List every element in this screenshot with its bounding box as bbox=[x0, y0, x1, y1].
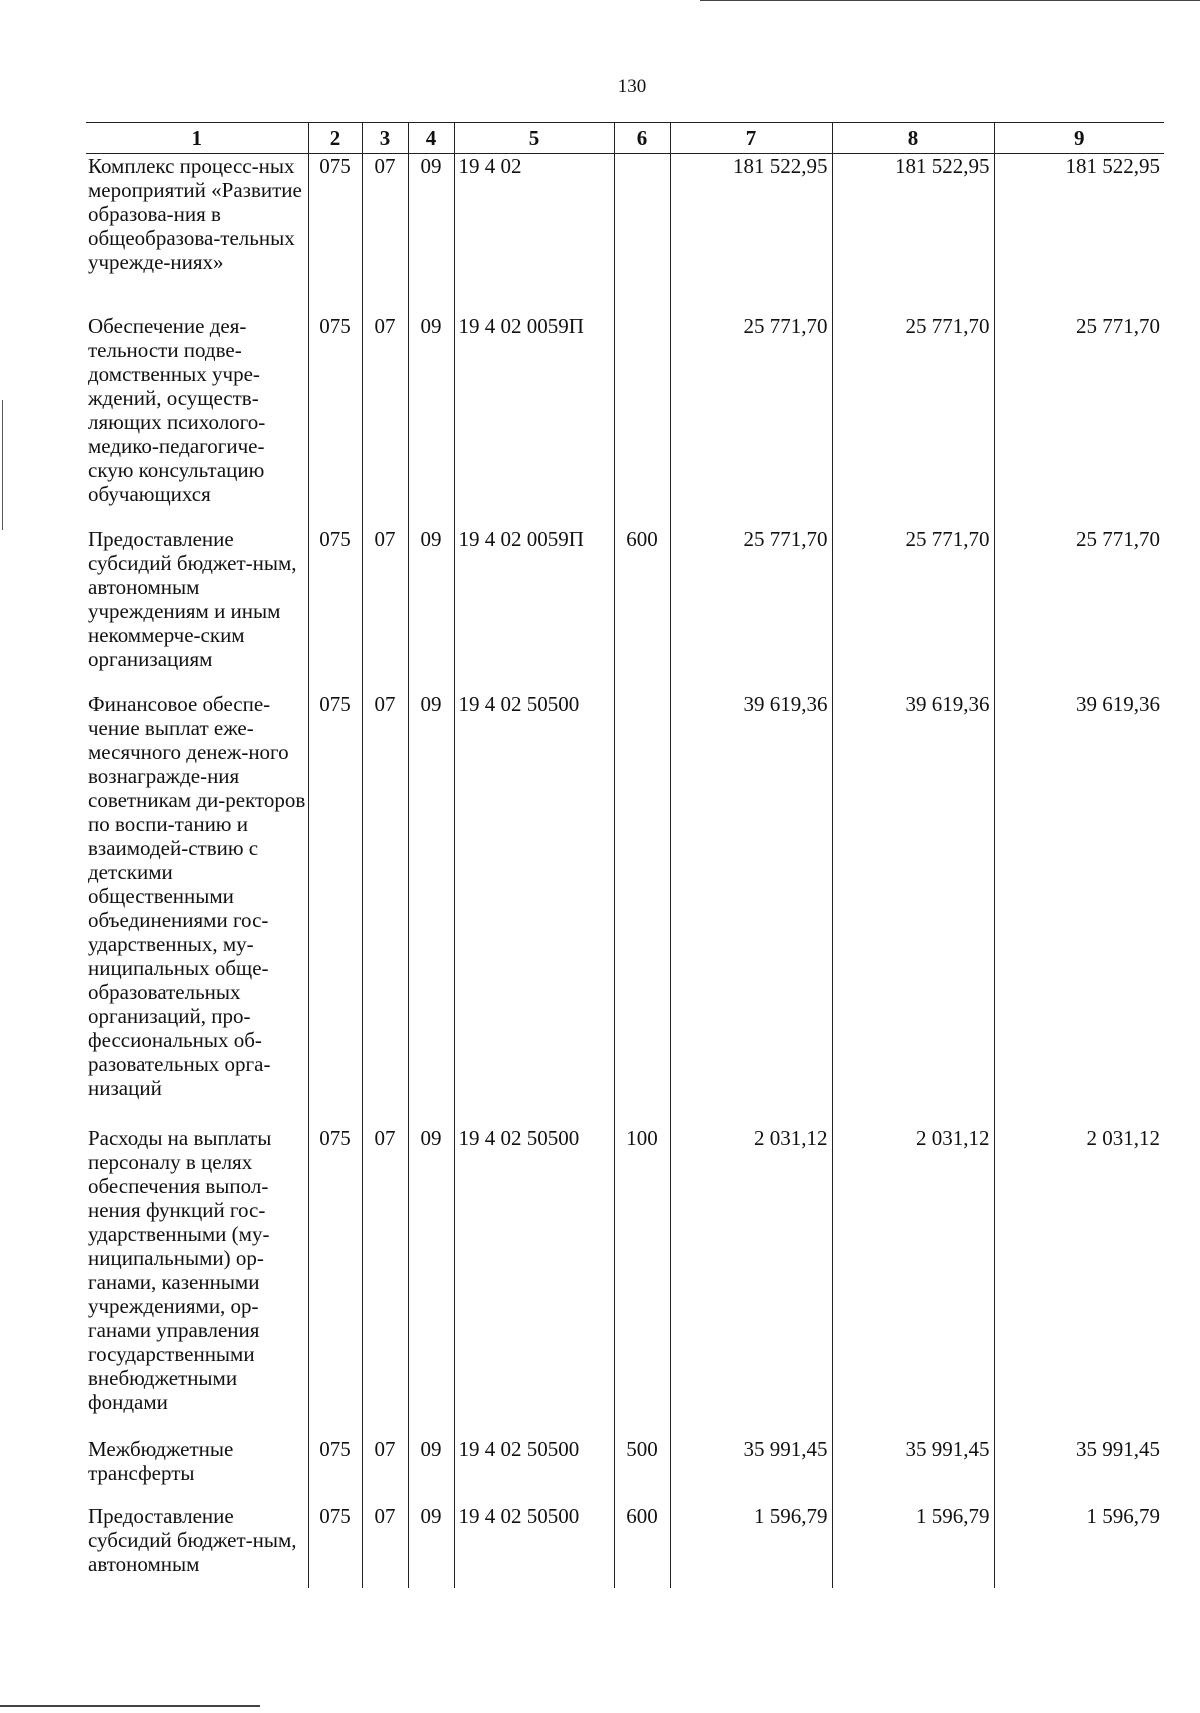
amount-col-7: 39 619,36 bbox=[670, 692, 832, 1126]
amount-col-7: 181 522,95 bbox=[670, 154, 832, 314]
subsection-code: 09 bbox=[408, 314, 454, 527]
amount-col-9: 25 771,70 bbox=[994, 527, 1164, 692]
amount-col-8: 39 619,36 bbox=[832, 692, 994, 1126]
amount-col-8: 35 991,45 bbox=[832, 1437, 994, 1504]
row-name: Предоставление субсидий бюджет-ным, автономным учреждениям и иным некоммерче-ским организациям bbox=[88, 526, 297, 671]
column-header-9: 9 bbox=[994, 123, 1164, 154]
amount-col-7: 25 771,70 bbox=[670, 314, 832, 527]
ministry-code: 075 bbox=[308, 692, 362, 1126]
subsection-code: 09 bbox=[408, 1126, 454, 1437]
column-header-3: 3 bbox=[362, 123, 408, 154]
expense-type-code: 600 bbox=[614, 1504, 670, 1588]
amount-col-9: 35 991,45 bbox=[994, 1437, 1164, 1504]
table-row bbox=[86, 527, 1164, 692]
column-header-1: 1 bbox=[86, 123, 308, 154]
expense-type-code: 100 bbox=[614, 1126, 670, 1437]
amount-col-7: 25 771,70 bbox=[670, 527, 832, 692]
table-row bbox=[86, 154, 1164, 314]
amount-col-7: 1 596,79 bbox=[670, 1504, 832, 1588]
ministry-code: 075 bbox=[308, 1504, 362, 1588]
section-code: 07 bbox=[362, 1504, 408, 1588]
expense-type-code bbox=[614, 314, 670, 527]
target-code: 19 4 02 50500 bbox=[454, 1504, 614, 1588]
amount-col-9: 39 619,36 bbox=[994, 692, 1164, 1126]
column-header-2: 2 bbox=[308, 123, 362, 154]
subsection-code: 09 bbox=[408, 1504, 454, 1588]
scan-artifact-bottom-line bbox=[0, 1705, 260, 1707]
column-header-5: 5 bbox=[454, 123, 614, 154]
column-header-7: 7 bbox=[670, 123, 832, 154]
table-row bbox=[86, 314, 1164, 527]
expense-type-code: 500 bbox=[614, 1437, 670, 1504]
column-header-8: 8 bbox=[832, 123, 994, 154]
column-header-4: 4 bbox=[408, 123, 454, 154]
ministry-code: 075 bbox=[308, 154, 362, 314]
amount-col-8: 25 771,70 bbox=[832, 527, 994, 692]
target-code: 19 4 02 50500 bbox=[454, 692, 614, 1126]
subsection-code: 09 bbox=[408, 154, 454, 314]
amount-col-9: 25 771,70 bbox=[994, 314, 1164, 527]
amount-col-7: 2 031,12 bbox=[670, 1126, 832, 1437]
row-name: Расходы на выплаты персоналу в целях обеспечения выпол-нения функций гос-ударственными (му-ниципальными) ор-ганами, казенными учреждениями, ор-ганами управления государственными внебюджетными фондами bbox=[88, 1125, 272, 1414]
target-code: 19 4 02 0059П bbox=[454, 527, 614, 692]
section-code: 07 bbox=[362, 527, 408, 692]
ministry-code: 075 bbox=[308, 1437, 362, 1504]
target-code: 19 4 02 bbox=[454, 154, 614, 314]
subsection-code: 09 bbox=[408, 527, 454, 692]
section-code: 07 bbox=[362, 314, 408, 527]
ministry-code: 075 bbox=[308, 527, 362, 692]
target-code: 19 4 02 0059П bbox=[454, 314, 614, 527]
subsection-code: 09 bbox=[408, 1437, 454, 1504]
amount-col-9: 181 522,95 bbox=[994, 154, 1164, 314]
section-code: 07 bbox=[362, 1126, 408, 1437]
section-code: 07 bbox=[362, 1437, 408, 1504]
expense-type-code: 600 bbox=[614, 527, 670, 692]
ministry-code: 075 bbox=[308, 314, 362, 527]
amount-col-8: 2 031,12 bbox=[832, 1126, 994, 1437]
expense-type-code bbox=[614, 154, 670, 314]
scan-artifact-left-line bbox=[2, 400, 3, 530]
amount-col-8: 25 771,70 bbox=[832, 314, 994, 527]
page-number: 130 bbox=[617, 76, 647, 97]
row-name: Обеспечение дея-тельности подве-домственных учре-ждений, осуществ-ляющих психолого-медико-педагогиче-скую консультацию обучающихся bbox=[88, 313, 266, 506]
table-row bbox=[86, 1126, 1164, 1437]
table-row bbox=[86, 1437, 1164, 1504]
row-name: Комплекс процесс-ных мероприятий «Развитие образова-ния в общеобразова-тельных учрежде-ниях» bbox=[88, 154, 302, 274]
table-row bbox=[86, 1504, 1164, 1588]
target-code: 19 4 02 50500 bbox=[454, 1126, 614, 1437]
amount-col-9: 1 596,79 bbox=[994, 1504, 1164, 1588]
row-name: Предоставление субсидий бюджет-ным, автономным bbox=[88, 1503, 297, 1576]
row-name: Межбюджетные трансферты bbox=[88, 1436, 234, 1485]
section-code: 07 bbox=[362, 692, 408, 1126]
table-header-row bbox=[86, 123, 1164, 154]
amount-col-7: 35 991,45 bbox=[670, 1437, 832, 1504]
budget-table bbox=[86, 122, 1164, 1588]
table-row bbox=[86, 692, 1164, 1126]
row-name: Финансовое обеспе-чение выплат еже-месячного денеж-ного вознагражде-ния советникам ди-ректоров по воспи-танию и взаимодей-ствию с детскими общественными объединениями гос-ударственных, му-ниципальных обще-образовательных организаций, про-фессиональных об-разовательных орга-низаций bbox=[88, 691, 306, 1100]
amount-col-8: 1 596,79 bbox=[832, 1504, 994, 1588]
scan-artifact-top-line bbox=[700, 0, 1200, 1]
amount-col-8: 181 522,95 bbox=[832, 154, 994, 314]
subsection-code: 09 bbox=[408, 692, 454, 1126]
ministry-code: 075 bbox=[308, 1126, 362, 1437]
amount-col-9: 2 031,12 bbox=[994, 1126, 1164, 1437]
column-header-6: 6 bbox=[614, 123, 670, 154]
expense-type-code bbox=[614, 692, 670, 1126]
section-code: 07 bbox=[362, 154, 408, 314]
target-code: 19 4 02 50500 bbox=[454, 1437, 614, 1504]
